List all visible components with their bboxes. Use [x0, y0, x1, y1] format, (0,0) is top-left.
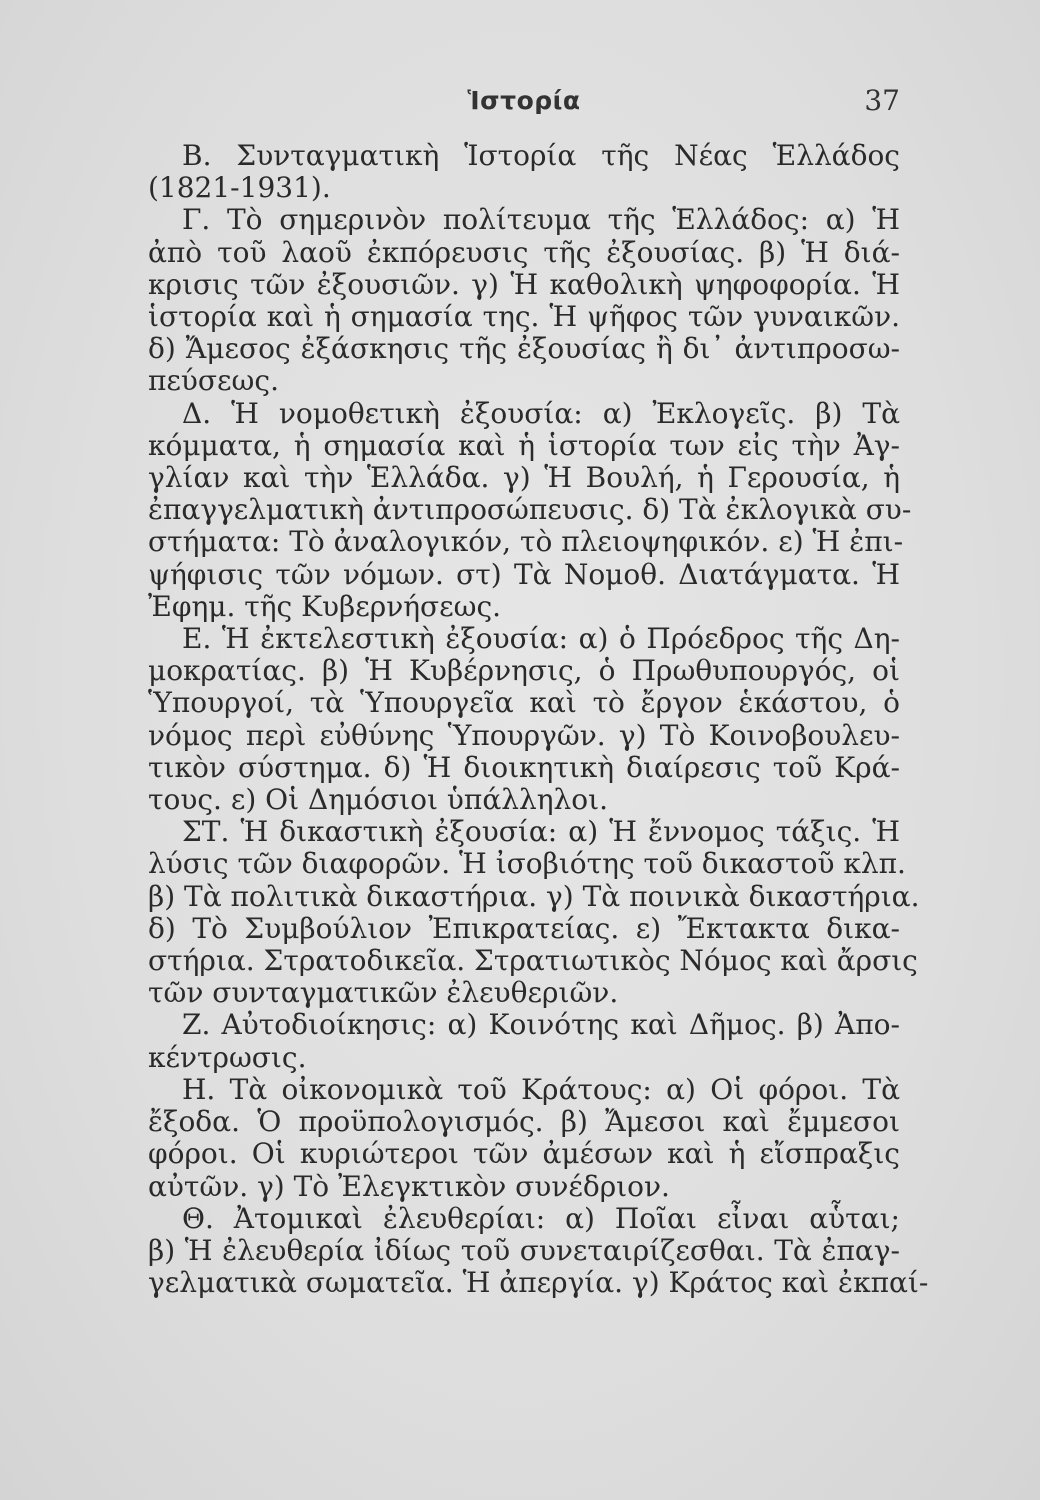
- text-line: τικὸν σύστημα. δ) Ἡ διοικητικὴ διαίρεσις τοῦ Κρά-: [148, 750, 900, 784]
- section-b-paragraph: [148, 140, 900, 204]
- text-line: Δ. Ἡ νομοθετικὴ ἐξουσία: α) Ἐκλογεῖς. β) Τὰ: [182, 396, 900, 430]
- text-line: γελματικὰ σωματεῖα. Ἡ ἀπεργία. γ) Κράτος καὶ ἐκπαί-: [148, 1266, 929, 1300]
- text-line: δ) Τὸ Συμβούλιον Ἐπικρατείας. ε) Ἔκτακτα δικα-: [148, 911, 900, 945]
- text-line: γλίαν καὶ τὴν Ἑλλάδα. γ) Ἡ Βουλή, ἡ Γερουσία, ἡ: [148, 461, 900, 495]
- text-line: ἐπαγγελματικὴ ἀντιπροσώπευσις. δ) Τὰ ἐκλογικὰ συ-: [148, 493, 912, 527]
- running-head: [148, 80, 900, 120]
- text-line: Γ. Τὸ σημερινὸν πολίτευμα τῆς Ἑλλάδος: α) Ἡ: [182, 203, 900, 237]
- text-line: ἔξοδα. Ὁ προϋπολογισμός. β) Ἄμεσοι καὶ ἔμμεσοι: [148, 1105, 900, 1139]
- text-line: β) Ἡ ἐλευθερία ἰδίως τοῦ συνεταιρίζεσθαι. Τὰ ἐπαγ-: [148, 1233, 900, 1267]
- text-line: Η. Τὰ οἰκονομικὰ τοῦ Κράτους: α) Οἱ φόροι. Τὰ: [182, 1072, 900, 1106]
- text-line: ΣΤ. Ἡ δικαστικὴ ἐξουσία: α) Ἡ ἔννομος τάξις. Ἡ: [182, 815, 900, 849]
- running-head-title: Ἱστορία: [467, 86, 581, 115]
- text-line: τῶν συνταγματικῶν ἐλευθεριῶν.: [148, 976, 619, 1010]
- text-line: β) Τὰ πολιτικὰ δικαστήρια. γ) Τὰ ποινικὰ δικαστήρια.: [148, 879, 920, 913]
- text-line: τους. ε) Οἱ Δημόσιοι ὑπάλληλοι.: [148, 783, 608, 817]
- text-line: πεύσεως.: [148, 364, 279, 398]
- section-h-paragraph: [148, 1074, 900, 1203]
- text-line: (1821-1931).: [148, 171, 331, 205]
- section-st-paragraph: [148, 815, 920, 1010]
- text-line: δ) Ἄμεσος ἐξάσκησις τῆς ἐξουσίας ἢ δι᾿ ἀντιπροσω-: [148, 332, 900, 366]
- text-line: στήρια. Στρατοδικεῖα. Στρατιωτικὸς Νόμος καὶ ἄρσις: [148, 944, 918, 978]
- text-line: κέντρωσις.: [148, 1040, 307, 1074]
- text-line: φόροι. Οἱ κυριώτεροι τῶν ἀμέσων καὶ ἡ εἴσπραξις: [148, 1137, 900, 1171]
- text-line: λύσις τῶν διαφορῶν. Ἡ ἰσοβιότης τοῦ δικαστοῦ κλπ.: [148, 847, 906, 881]
- text-line: Ε. Ἡ ἐκτελεστικὴ ἐξουσία: α) ὁ Πρόεδρος τῆς Δη-: [182, 622, 900, 656]
- text-line: κρισις τῶν ἐξουσιῶν. γ) Ἡ καθολικὴ ψηφοφορία. Ἡ: [148, 267, 900, 301]
- text-line: B. Συνταγματικὴ Ἱστορία τῆς Νέας Ἑλλάδος: [182, 139, 900, 172]
- text-line: στήματα: Τὸ ἀναλογικόν, τὸ πλειοψηφικόν. ε) Ἡ ἐπι-: [148, 525, 904, 559]
- text-line: ἱστορία καὶ ἡ σημασία της. Ἡ ψῆφος τῶν γυναικῶν.: [148, 300, 900, 334]
- text-line: κόμματα, ἡ σημασία καὶ ἡ ἱστορία των εἰς τὴν Ἀγ-: [148, 428, 900, 462]
- text-line: νόμος περὶ εὐθύνης Ὑπουργῶν. γ) Τὸ Κοινοβουλευ-: [148, 718, 900, 752]
- text-line: Ζ. Αὐτοδιοίκησις: α) Κοινότης καὶ Δῆμος. β) Ἀπο-: [182, 1008, 900, 1042]
- section-th-paragraph: [148, 1201, 929, 1300]
- text-line: ἀπὸ τοῦ λαοῦ ἐκπόρευσις τῆς ἐξουσίας. β) Ἡ διά-: [148, 235, 900, 269]
- text-line: αὐτῶν. γ) Τὸ Ἐλεγκτικὸν συνέδριον.: [148, 1169, 670, 1203]
- text-line: Ὑπουργοί, τὰ Ὑπουργεῖα καὶ τὸ ἔργον ἑκάστου, ὁ: [148, 686, 900, 720]
- text-line: Ἐφημ. τῆς Κυβερνήσεως.: [148, 589, 502, 623]
- text-line: ψήφισις τῶν νόμων. στ) Τὰ Νομοθ. Διατάγματα. Ἡ: [148, 557, 900, 591]
- section-e-paragraph: [148, 623, 900, 816]
- section-g-paragraph: [148, 204, 900, 397]
- text-line: μοκρατίας. β) Ἡ Κυβέρνησις, ὁ Πρωθυπουργός, οἱ: [148, 654, 900, 688]
- section-d-paragraph: [148, 396, 912, 623]
- body-text: [148, 139, 929, 1300]
- page-number: 37: [864, 84, 900, 117]
- section-z-paragraph: [148, 1009, 900, 1073]
- text-line: Θ. Ἀτομικαὶ ἐλευθερίαι: α) Ποῖαι εἶναι αὗται;: [182, 1201, 900, 1235]
